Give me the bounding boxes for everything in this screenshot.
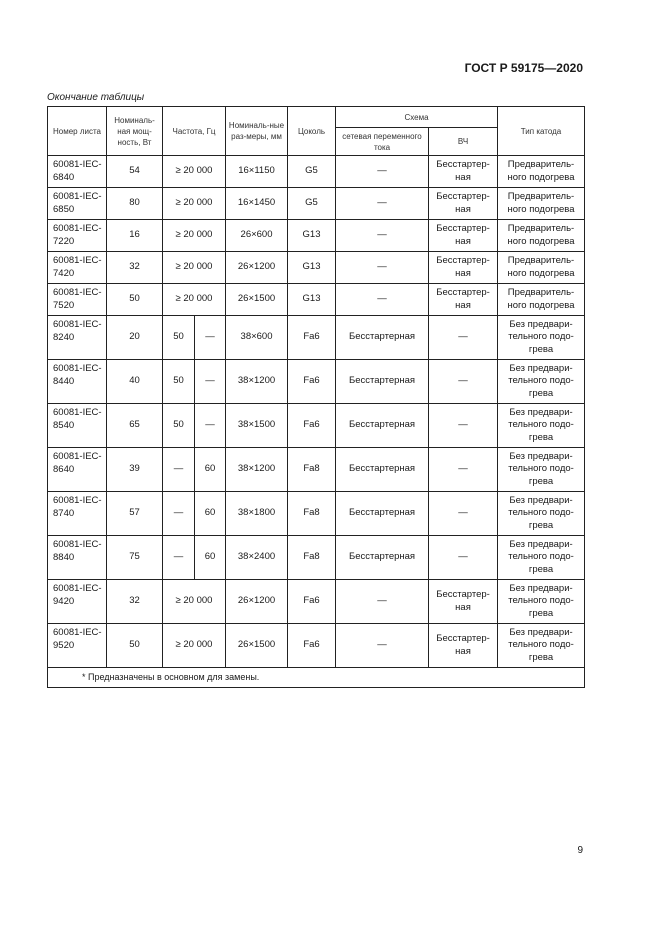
cell-dimensions: 16×1450 (226, 188, 288, 220)
cell-frequency: ≥ 20 000 (163, 284, 226, 316)
cell-scheme-hf: Бесстартер-ная (429, 284, 498, 316)
cell-sheet: 60081-IEC-8640 (48, 448, 107, 492)
cell-frequency: ≥ 20 000 (163, 580, 226, 624)
cell-dimensions: 38×1200 (226, 360, 288, 404)
header-base: Цоколь (288, 107, 336, 156)
cell-sheet: 60081-IEC-8240 (48, 316, 107, 360)
cell-power: 16 (107, 220, 163, 252)
lamp-table (47, 106, 585, 688)
cell-frequency-60: — (195, 316, 226, 360)
cell-frequency-60: 60 (195, 492, 226, 536)
cell-dimensions: 16×1150 (226, 156, 288, 188)
cell-cathode: Предваритель-ного подогрева (498, 156, 585, 188)
cell-sheet: 60081-IEC-7220 (48, 220, 107, 252)
cell-scheme-hf: Бесстартер-ная (429, 220, 498, 252)
cell-frequency-50: 50 (163, 404, 195, 448)
cell-power: 75 (107, 536, 163, 580)
cell-scheme-ac: Бесстартерная (336, 536, 429, 580)
header-cathode-type: Тип катода (498, 107, 585, 156)
header-frequency: Частота, Гц (163, 107, 226, 156)
cell-base: Fa6 (288, 624, 336, 668)
cell-power: 54 (107, 156, 163, 188)
cell-scheme-ac: Бесстартерная (336, 404, 429, 448)
table-row (48, 156, 585, 188)
cell-base: Fa8 (288, 492, 336, 536)
cell-scheme-hf: Бесстартер-ная (429, 156, 498, 188)
cell-sheet: 60081-IEC-8540 (48, 404, 107, 448)
cell-power: 20 (107, 316, 163, 360)
cell-sheet: 60081-IEC-9520 (48, 624, 107, 668)
cell-power: 32 (107, 580, 163, 624)
header-scheme: Схема (336, 107, 498, 128)
cell-sheet: 60081-IEC-8440 (48, 360, 107, 404)
cell-scheme-hf: — (429, 316, 498, 360)
cell-frequency: ≥ 20 000 (163, 156, 226, 188)
cell-scheme-ac: Бесстартерная (336, 492, 429, 536)
cell-cathode: Предваритель-ного подогрева (498, 220, 585, 252)
cell-dimensions: 38×1200 (226, 448, 288, 492)
table-row (48, 536, 585, 580)
cell-cathode: Без предвари-тельного подо-грева (498, 316, 585, 360)
cell-power: 50 (107, 284, 163, 316)
table-row (48, 316, 585, 360)
header-sheet-number: Номер листа (48, 107, 107, 156)
cell-scheme-ac: — (336, 220, 429, 252)
cell-scheme-hf: — (429, 404, 498, 448)
table-row (48, 404, 585, 448)
cell-dimensions: 26×600 (226, 220, 288, 252)
cell-base: G13 (288, 252, 336, 284)
cell-power: 50 (107, 624, 163, 668)
cell-cathode: Без предвари-тельного подо-грева (498, 624, 585, 668)
header-dimensions: Номиналь-ные раз-меры, мм (226, 107, 288, 156)
cell-scheme-hf: — (429, 360, 498, 404)
cell-scheme-hf: — (429, 448, 498, 492)
cell-cathode: Предваритель-ного подогрева (498, 284, 585, 316)
document-id: ГОСТ Р 59175—2020 (464, 61, 583, 75)
cell-cathode: Без предвари-тельного подо-грева (498, 580, 585, 624)
cell-base: G13 (288, 284, 336, 316)
cell-power: 80 (107, 188, 163, 220)
cell-dimensions: 38×2400 (226, 536, 288, 580)
cell-base: G5 (288, 156, 336, 188)
cell-frequency-50: 50 (163, 360, 195, 404)
cell-frequency-60: — (195, 360, 226, 404)
page-number: 9 (577, 845, 583, 856)
cell-scheme-ac: Бесстартерная (336, 448, 429, 492)
cell-cathode: Без предвари-тельного подо-грева (498, 448, 585, 492)
cell-power: 40 (107, 360, 163, 404)
cell-frequency-60: — (195, 404, 226, 448)
cell-base: Fa6 (288, 360, 336, 404)
cell-scheme-ac: — (336, 252, 429, 284)
cell-scheme-hf: Бесстартер-ная (429, 188, 498, 220)
cell-cathode: Предваритель-ного подогрева (498, 188, 585, 220)
cell-scheme-ac: — (336, 624, 429, 668)
cell-dimensions: 38×600 (226, 316, 288, 360)
cell-power: 57 (107, 492, 163, 536)
cell-scheme-hf: — (429, 536, 498, 580)
cell-cathode: Без предвари-тельного подо-грева (498, 536, 585, 580)
cell-scheme-hf: Бесстартер-ная (429, 580, 498, 624)
cell-frequency-50: 50 (163, 316, 195, 360)
cell-scheme-hf: — (429, 492, 498, 536)
table-row (48, 448, 585, 492)
cell-frequency-50: — (163, 492, 195, 536)
table-footnote: * Предназначены в основном для замены. (48, 668, 585, 688)
cell-dimensions: 38×1500 (226, 404, 288, 448)
header-power: Номиналь-ная мощ-ность, Вт (107, 107, 163, 156)
table-row (48, 220, 585, 252)
cell-power: 32 (107, 252, 163, 284)
cell-scheme-ac: — (336, 580, 429, 624)
cell-base: Fa6 (288, 404, 336, 448)
cell-sheet: 60081-IEC-7520 (48, 284, 107, 316)
cell-scheme-ac: — (336, 188, 429, 220)
cell-sheet: 60081-IEC-6840 (48, 156, 107, 188)
cell-scheme-ac: Бесстартерная (336, 316, 429, 360)
footnote-row (48, 668, 585, 688)
table-row (48, 284, 585, 316)
cell-base: Fa6 (288, 580, 336, 624)
cell-sheet: 60081-IEC-7420 (48, 252, 107, 284)
cell-scheme-ac: — (336, 284, 429, 316)
cell-base: Fa8 (288, 536, 336, 580)
table-caption: Окончание таблицы (47, 92, 145, 103)
cell-power: 39 (107, 448, 163, 492)
cell-base: G5 (288, 188, 336, 220)
cell-dimensions: 26×1200 (226, 252, 288, 284)
cell-scheme-hf: Бесстартер-ная (429, 252, 498, 284)
table-row (48, 580, 585, 624)
cell-frequency-50: — (163, 536, 195, 580)
cell-frequency: ≥ 20 000 (163, 624, 226, 668)
cell-base: Fa6 (288, 316, 336, 360)
cell-frequency-60: 60 (195, 448, 226, 492)
cell-cathode: Без предвари-тельного подо-грева (498, 404, 585, 448)
cell-frequency: ≥ 20 000 (163, 220, 226, 252)
cell-cathode: Без предвари-тельного подо-грева (498, 492, 585, 536)
table-row (48, 360, 585, 404)
table-row (48, 252, 585, 284)
cell-sheet: 60081-IEC-6850 (48, 188, 107, 220)
cell-cathode: Без предвари-тельного подо-грева (498, 360, 585, 404)
header-scheme-hf: ВЧ (429, 128, 498, 156)
cell-sheet: 60081-IEC-8740 (48, 492, 107, 536)
table-row (48, 188, 585, 220)
cell-scheme-hf: Бесстартер-ная (429, 624, 498, 668)
cell-frequency: ≥ 20 000 (163, 188, 226, 220)
table-row (48, 492, 585, 536)
cell-dimensions: 38×1800 (226, 492, 288, 536)
cell-power: 65 (107, 404, 163, 448)
cell-scheme-ac: — (336, 156, 429, 188)
cell-frequency: ≥ 20 000 (163, 252, 226, 284)
cell-scheme-ac: Бесстартерная (336, 360, 429, 404)
cell-dimensions: 26×1500 (226, 624, 288, 668)
cell-dimensions: 26×1500 (226, 284, 288, 316)
cell-base: Fa8 (288, 448, 336, 492)
cell-dimensions: 26×1200 (226, 580, 288, 624)
cell-cathode: Предваритель-ного подогрева (498, 252, 585, 284)
header-scheme-ac: сетевая переменного тока (336, 128, 429, 156)
cell-sheet: 60081-IEC-9420 (48, 580, 107, 624)
cell-frequency-60: 60 (195, 536, 226, 580)
cell-frequency-50: — (163, 448, 195, 492)
cell-base: G13 (288, 220, 336, 252)
cell-sheet: 60081-IEC-8840 (48, 536, 107, 580)
table-row (48, 624, 585, 668)
